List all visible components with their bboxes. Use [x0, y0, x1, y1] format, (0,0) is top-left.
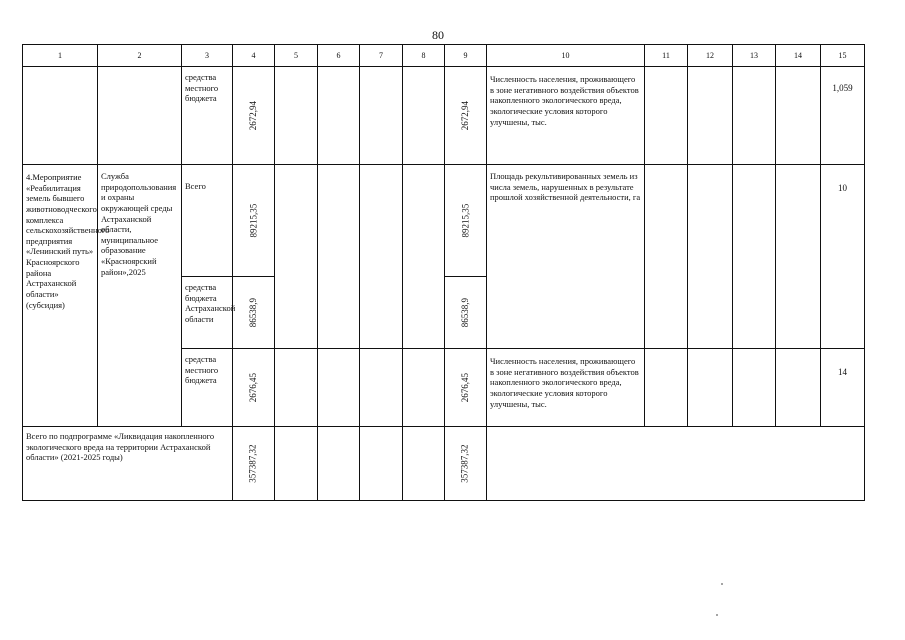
- amount-cell-col4: [233, 277, 275, 349]
- indicator-cell: Численность населения, проживающего в зоне негативного воздействия объектов накопленного экологического вреда, экологические условия которого улучшены, тыс.: [487, 67, 645, 165]
- header-cell: 1: [23, 45, 98, 67]
- empty-cell: [275, 427, 318, 501]
- empty-cell: [275, 165, 318, 349]
- funding-source-cell: средства местного бюджета: [182, 67, 233, 165]
- page-number: 80: [432, 28, 444, 42]
- funding-source-cell: средства местного бюджета: [182, 349, 233, 427]
- empty-cell: [645, 349, 688, 427]
- header-cell: 10: [487, 45, 645, 67]
- header-cell: 3: [182, 45, 233, 67]
- amount-value: 2676,45: [247, 372, 258, 403]
- indicator-cell: Площадь рекультивированных земель из числа земель, нарушенных в результате прошлой хозяйственной деятельности, га: [487, 165, 645, 349]
- empty-cell: [98, 67, 182, 165]
- amount-cell-col4: [233, 67, 275, 165]
- header-cell: 15: [821, 45, 865, 67]
- amount-value: 89215,35: [247, 203, 258, 238]
- amount-cell-col9: [445, 277, 487, 349]
- empty-cell: [360, 427, 403, 501]
- empty-cell: [360, 67, 403, 165]
- empty-cell: [403, 427, 445, 501]
- empty-cell: [688, 165, 733, 349]
- measure-name-cell: 4.Мероприятие «Реабилитация земель бывшего животноводческого комплекса сельскохозяйственного предприятия «Ленинский путь» Красноярского района Астраханской области» (субсидия): [23, 165, 98, 427]
- empty-cell: [733, 67, 776, 165]
- empty-cell: [645, 67, 688, 165]
- header-cell: 8: [403, 45, 445, 67]
- empty-cell: [733, 349, 776, 427]
- header-cell: 2: [98, 45, 182, 67]
- amount-cell-col4: [233, 349, 275, 427]
- header-cell: 9: [445, 45, 487, 67]
- header-cell: 7: [360, 45, 403, 67]
- scan-speck: [721, 583, 723, 585]
- amount-cell-col9: [445, 165, 487, 277]
- empty-cell: [776, 349, 821, 427]
- financing-table: [22, 44, 865, 501]
- amount-cell-col4: [233, 165, 275, 277]
- table-row: [23, 67, 865, 165]
- amount-cell-col9: [445, 427, 487, 501]
- empty-cell: [275, 67, 318, 165]
- header-cell: 6: [318, 45, 360, 67]
- header-cell: 11: [645, 45, 688, 67]
- indicator-value-cell: 10: [821, 165, 865, 349]
- empty-cell: [360, 349, 403, 427]
- amount-value: 86538,9: [459, 297, 470, 328]
- empty-cell: [318, 67, 360, 165]
- header-cell: 13: [733, 45, 776, 67]
- empty-cell: [403, 349, 445, 427]
- indicator-cell: Численность населения, проживающего в зоне негативного воздействия объектов накопленного экологического вреда, экологические условия которого улучшены, тыс.: [487, 349, 645, 427]
- table-row: [23, 165, 865, 277]
- header-cell: 12: [688, 45, 733, 67]
- empty-cell: [688, 67, 733, 165]
- scan-speck: [716, 614, 718, 616]
- empty-cell: [360, 165, 403, 349]
- amount-cell-col9: [445, 349, 487, 427]
- amount-value: 86538,9: [247, 297, 258, 328]
- indicator-value-cell: 14: [821, 349, 865, 427]
- responsible-cell: Служба природопользования и охраны окружающей среды Астраханской области, муниципальное образование «Красноярский район»,2025: [98, 165, 182, 427]
- header-cell: 14: [776, 45, 821, 67]
- empty-cell: [23, 67, 98, 165]
- amount-value: 89215,35: [459, 203, 470, 238]
- empty-cell: [776, 67, 821, 165]
- empty-cell: [318, 349, 360, 427]
- empty-cell: [688, 349, 733, 427]
- financing-table-wrapper: [22, 44, 864, 500]
- header-cell: 4: [233, 45, 275, 67]
- empty-cell: [318, 165, 360, 349]
- empty-cell: [275, 349, 318, 427]
- empty-cell: [403, 67, 445, 165]
- table-row: [23, 427, 865, 501]
- amount-value: 2672,94: [247, 100, 258, 131]
- amount-value: 357387,32: [247, 444, 258, 483]
- empty-cell: [318, 427, 360, 501]
- empty-cell: [487, 427, 865, 501]
- funding-source-cell: средства бюджета Астраханской области: [182, 277, 233, 349]
- amount-value: 357387,32: [459, 444, 470, 483]
- amount-value: 2672,94: [459, 100, 470, 131]
- header-cell: 5: [275, 45, 318, 67]
- amount-cell-col4: [233, 427, 275, 501]
- amount-cell-col9: [445, 67, 487, 165]
- empty-cell: [403, 165, 445, 349]
- funding-source-cell: Всего: [182, 165, 233, 277]
- indicator-value-cell: 1,059: [821, 67, 865, 165]
- subprogram-total-label: Всего по подпрограмме «Ликвидация накопленного экологического вреда на территории Астраханской области» (2021-2025 годы): [23, 427, 233, 501]
- empty-cell: [645, 165, 688, 349]
- empty-cell: [733, 165, 776, 349]
- empty-cell: [776, 165, 821, 349]
- amount-value: 2676,45: [459, 372, 470, 403]
- header-row: [23, 45, 865, 67]
